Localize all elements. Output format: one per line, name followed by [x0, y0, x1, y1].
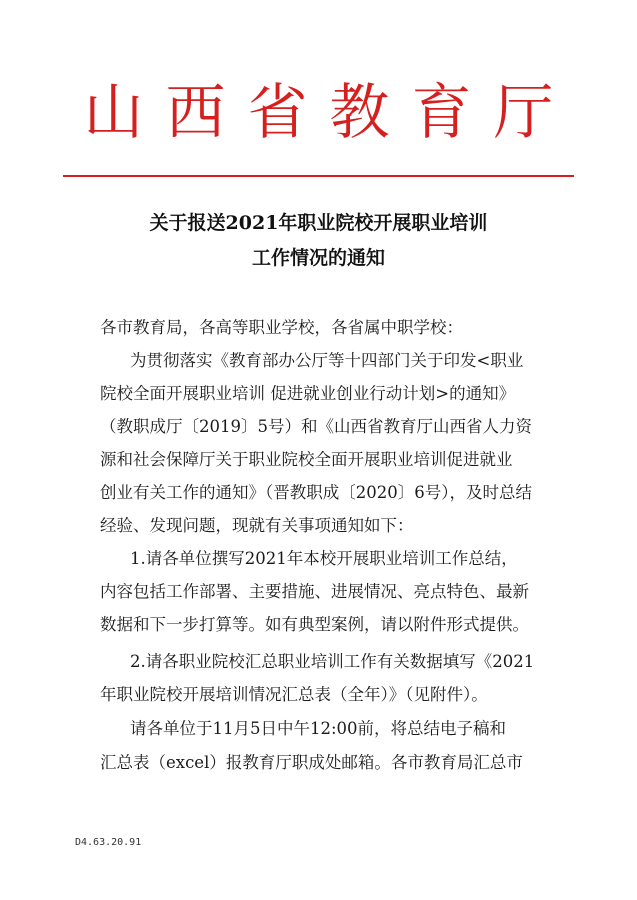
letterhead-red-rule — [63, 175, 574, 177]
body-line: 年职业院校开展培训情况汇总表（全年）》（见附件）。 — [100, 685, 488, 704]
body-line: （教职成厅〔2019〕5号）和《山西省教育厅山西省人力资 — [100, 417, 532, 436]
body-line: 院校全面开展职业培训 促进就业创业行动计划>的通知》 — [100, 384, 516, 403]
letterhead-title: 山西省教育厅 — [83, 78, 576, 148]
footer-code: D4.63.20.91 — [75, 837, 142, 848]
body-line: 1.请各单位撰写2021年本校开展职业培训工作总结， — [130, 549, 518, 568]
body-line: 经验、发现问题，现就有关事项通知如下： — [100, 516, 414, 535]
body-line: 源和社会保障厅关于职业院校全面开展职业培训促进就业 — [100, 450, 513, 469]
body-line: 请各单位于11月5日中午12:00前，将总结电子稿和 — [130, 719, 507, 738]
document-title-line-2: 工作情况的通知 — [251, 247, 385, 269]
body-line: 2.请各职业院校汇总职业培训工作有关数据填写《2021 — [130, 652, 535, 671]
addressee-line: 各市教育局，各高等职业学校，各省属中职学校： — [100, 318, 463, 337]
body-line: 为贯彻落实《教育部办公厅等十四部门关于印发<职业 — [130, 351, 524, 370]
document-title-line-1: 关于报送2021年职业院校开展职业培训 — [149, 212, 488, 234]
body-line: 数据和下一步打算等。如有典型案例，请以附件形式提供。 — [100, 615, 529, 634]
body-line: 内容包括工作部署、主要措施、进展情况、亮点特色、最新 — [100, 582, 529, 601]
body-line: 创业有关工作的通知》（晋教职成〔2020〕6号），及时总结 — [100, 483, 532, 502]
body-line: 汇总表（excel）报教育厅职成处邮箱。各市教育局汇总市 — [100, 753, 523, 772]
